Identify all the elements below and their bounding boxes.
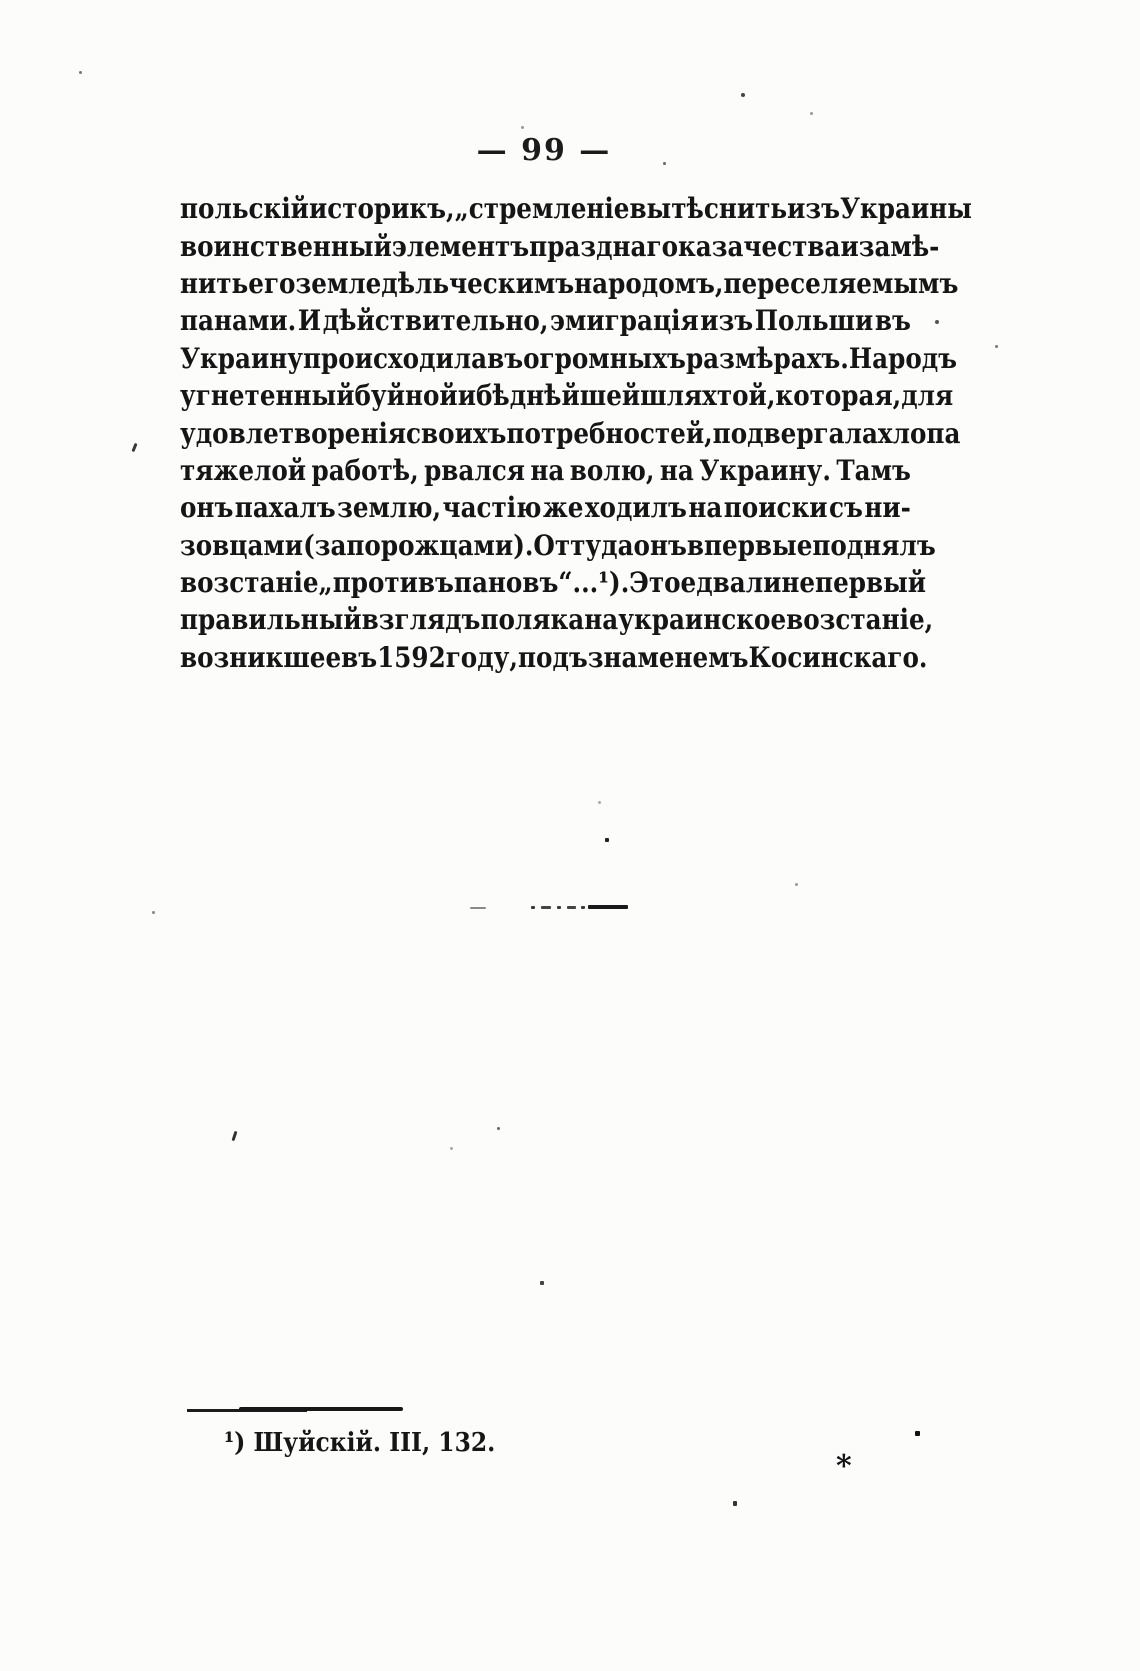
divider-segment [531, 906, 535, 909]
divider-segment [557, 906, 561, 909]
scan-speck [810, 112, 813, 115]
text-line: тяжелой работѣ, рвался на волю, на Украину. Тамъ [180, 453, 911, 487]
scan-speck [663, 162, 666, 165]
footnote-rule [239, 1407, 403, 1411]
text-line: нить его земледѣльческимъ народомъ, переселяемымъ [180, 266, 959, 300]
scan-speck [131, 443, 137, 452]
footnote-text: ¹) Шуйскій. III, 132. [224, 1428, 496, 1458]
scan-speck [450, 1147, 453, 1150]
body-paragraph [180, 190, 972, 676]
scan-speck [232, 1131, 238, 1141]
divider-segment [567, 906, 576, 909]
scan-speck [79, 71, 82, 74]
scan-speck [598, 801, 601, 804]
scan-speck [741, 93, 745, 97]
scan-speck [915, 1431, 920, 1436]
text-line: польскій историкъ, „стремленіе вытѣснить изъ Украины [180, 192, 972, 226]
scan-speck [733, 1501, 737, 1506]
text-line: панами. И дѣйствительно, эмиграція изъ Польши въ [180, 304, 911, 338]
text-line: онъ пахалъ землю, частію же ходилъ на поиски съ ни- [180, 491, 911, 525]
text-line: воинственный элементъ празднаго казачества и замѣ- [180, 229, 940, 263]
page-number: — 99 — [476, 133, 612, 168]
scan-speck [935, 320, 939, 324]
scan-speck [605, 838, 609, 842]
divider-segment [581, 906, 585, 909]
text-line: Украину происходила въ огромныхъ размѣрахъ. Народъ [180, 341, 958, 375]
divider-segment [588, 905, 628, 909]
asterisk-mark: * [836, 1449, 852, 1484]
divider-segment [541, 906, 551, 909]
scan-speck [521, 126, 524, 129]
text-line: угнетенный буйной и бѣднѣйшей шляхтой, которая, для [180, 379, 954, 413]
scan-speck [497, 1127, 500, 1130]
scan-speck [995, 345, 998, 348]
divider-segment [470, 907, 486, 909]
text-line: возникшее въ 1592 году, подъ знаменемъ Косинскаго. [180, 640, 928, 674]
text-line: зовцами (запорожцами). Оттуда онъ впервые поднялъ [180, 528, 936, 562]
text-line: правильный взглядъ поляка на украинское возстаніе, [180, 603, 934, 637]
scan-speck [795, 883, 798, 886]
scan-speck [540, 1281, 544, 1285]
text-line: удовлетворенія своихъ потребностей, подвергала хлопа [180, 416, 961, 450]
text-line: возстаніе „противъ пановъ“... ¹). Это едвали не первый [180, 566, 927, 600]
scan-speck [152, 911, 155, 914]
